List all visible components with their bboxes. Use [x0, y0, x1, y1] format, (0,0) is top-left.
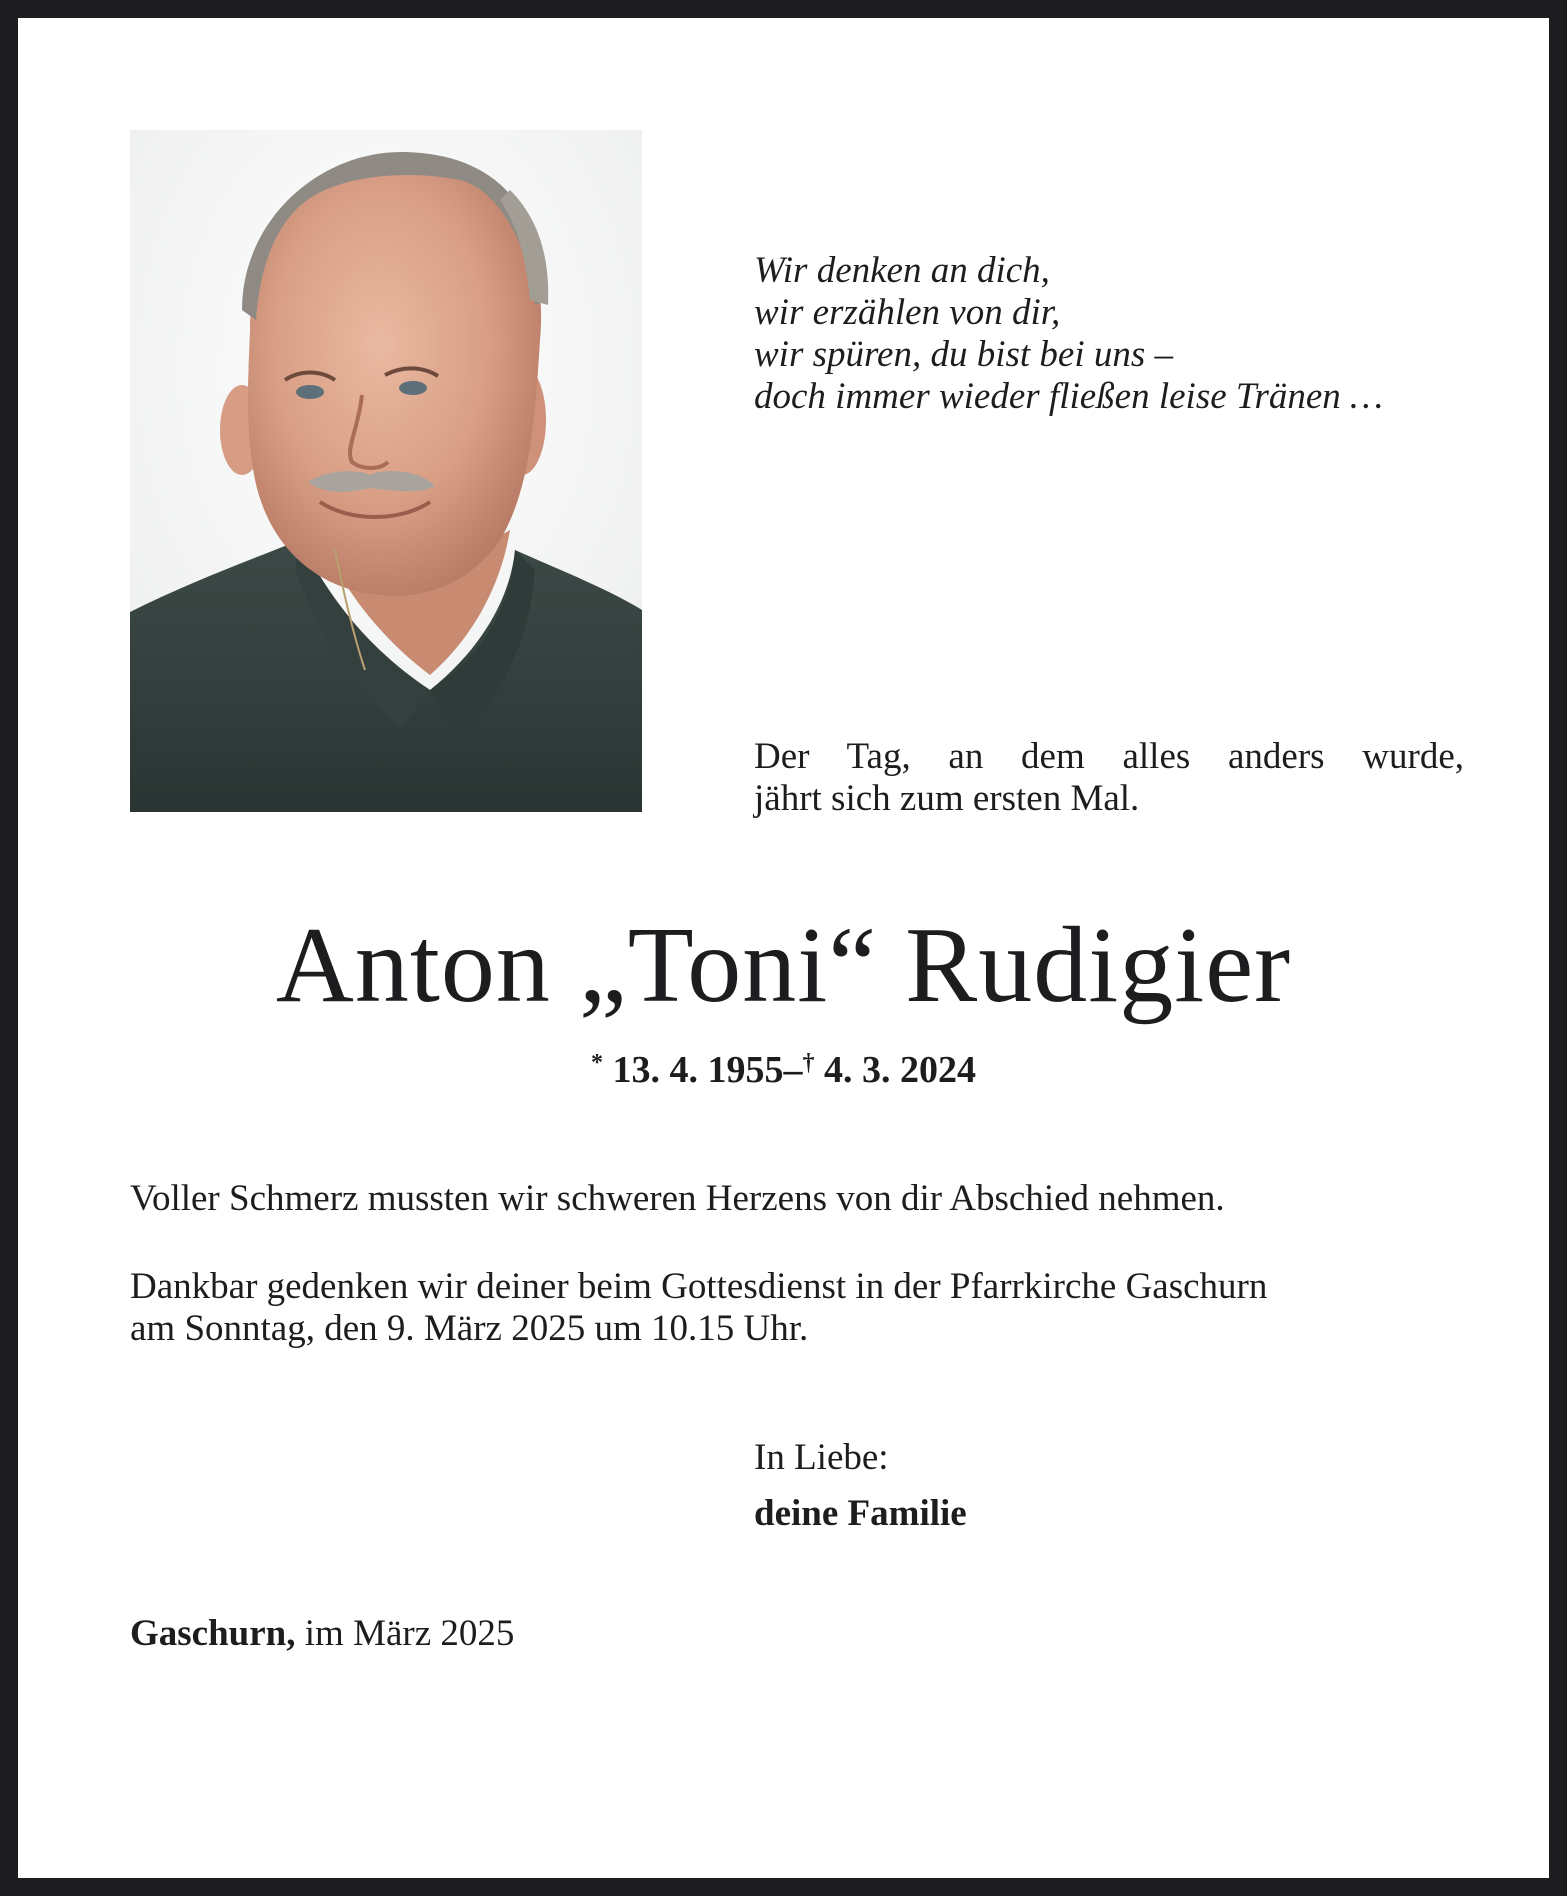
place-date	[130, 1612, 514, 1656]
life-dates	[18, 1048, 1549, 1092]
service-text-line: am Sonntag, den 9. März 2025 um 10.15 Uhr.	[130, 1308, 809, 1349]
poem-line: wir erzählen von dir,	[754, 292, 1061, 333]
place-date-text: im März 2025	[304, 1613, 515, 1654]
intro-line: Der Tag, an dem alles anders wurde,	[754, 736, 1464, 777]
date-separator: –	[783, 1049, 803, 1091]
death-symbol: †	[802, 1050, 815, 1076]
farewell-text: Voller Schmerz mussten wir schweren Herzens von dir Abschied nehmen.	[130, 1178, 1225, 1219]
farewell-paragraph	[130, 1178, 1460, 1220]
closing-signature: deine Familie	[754, 1493, 967, 1534]
memorial-poem	[754, 250, 1494, 418]
service-text-line: Dankbar gedenken wir deiner beim Gottesdienst in der Pfarrkirche Gaschurn	[130, 1266, 1268, 1307]
service-paragraph	[130, 1266, 1460, 1350]
closing-block	[754, 1430, 967, 1542]
intro-line: jährt sich zum ersten Mal.	[754, 778, 1140, 819]
closing-label: In Liebe:	[754, 1437, 889, 1478]
poem-line: Wir denken an dich,	[754, 250, 1050, 291]
deceased-name: Anton „Toni“ Rudigier	[275, 906, 1292, 1025]
poem-line: doch immer wieder fließen leise Tränen …	[754, 376, 1383, 417]
place-town: Gaschurn,	[130, 1613, 296, 1654]
anniversary-intro	[754, 736, 1464, 820]
birth-date: 13. 4. 1955	[612, 1049, 784, 1091]
portrait-photo	[130, 130, 642, 812]
poem-line: wir spüren, du bist bei uns –	[754, 334, 1174, 375]
birth-symbol: *	[591, 1050, 603, 1076]
death-date: 4. 3. 2024	[824, 1049, 976, 1091]
